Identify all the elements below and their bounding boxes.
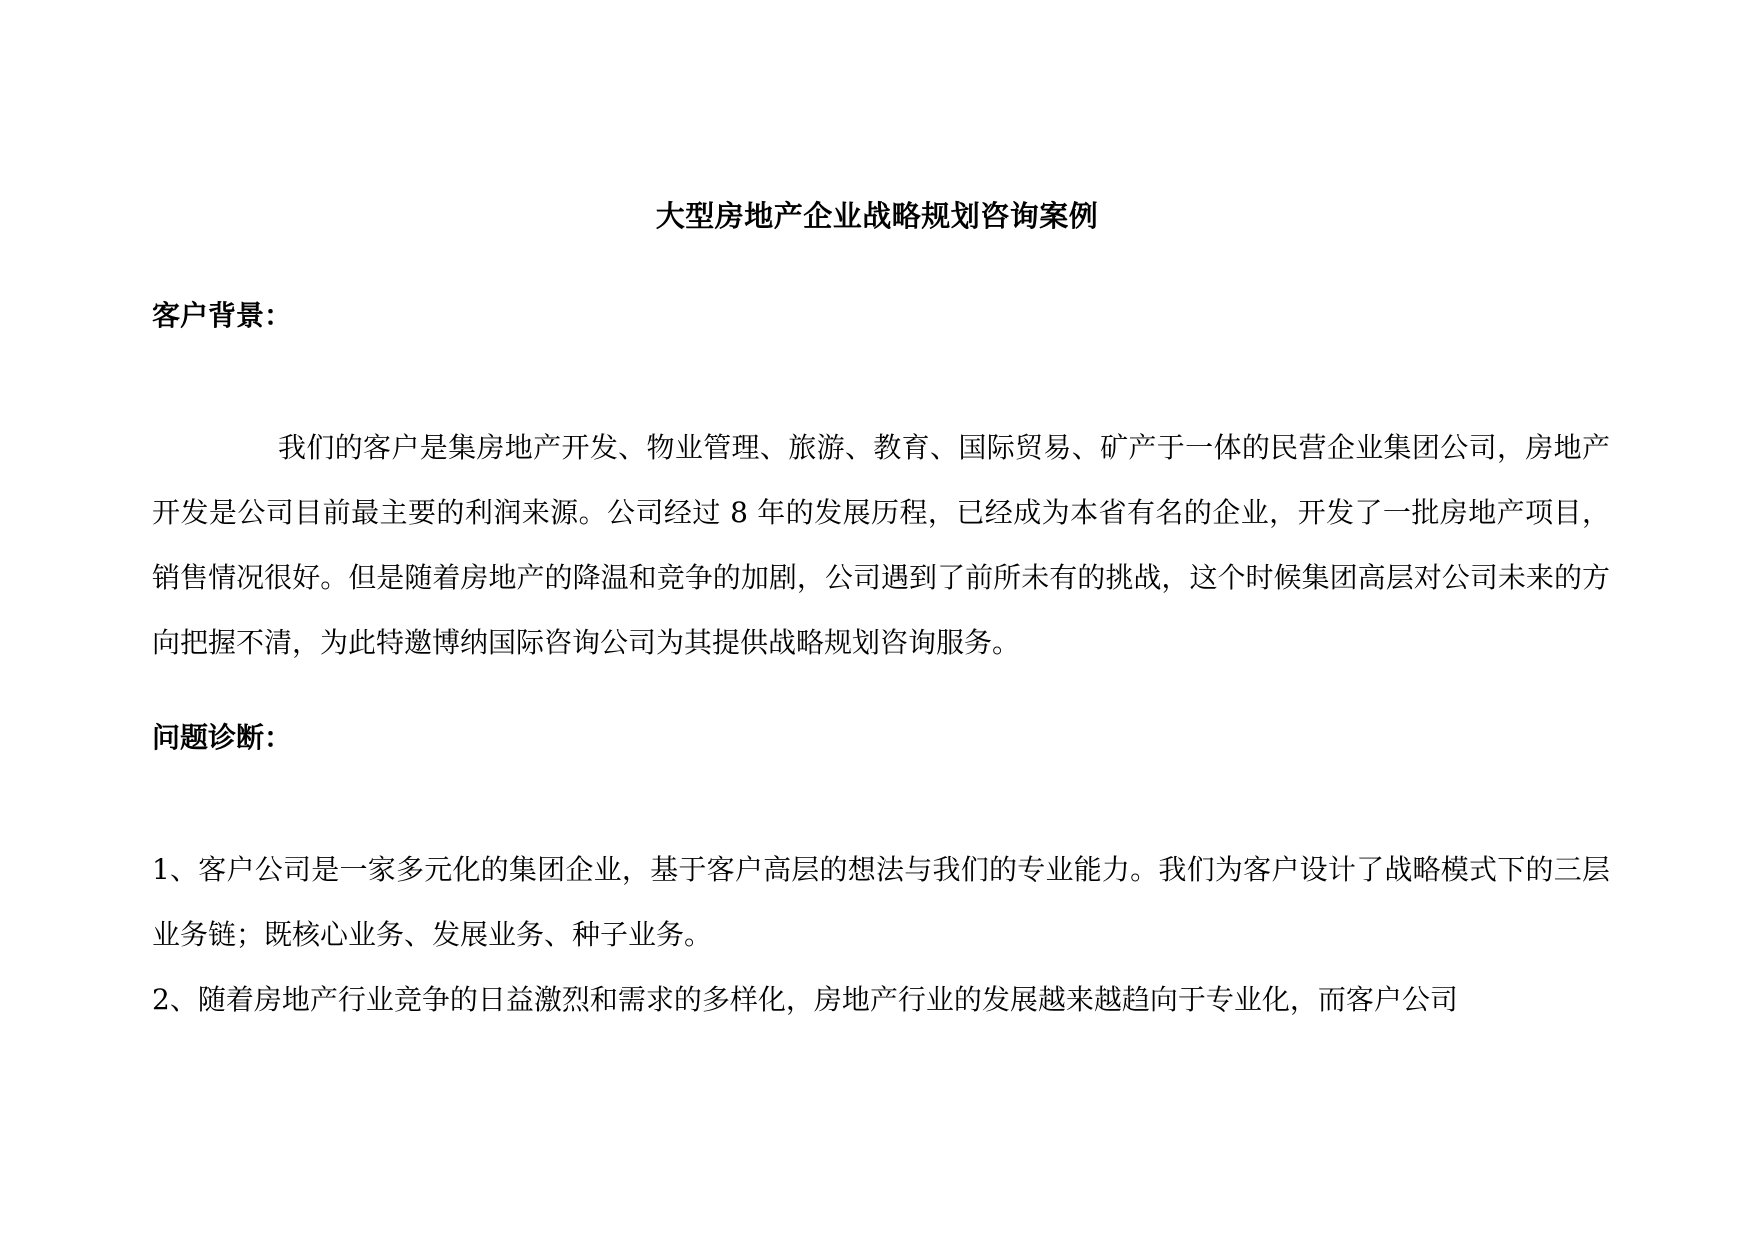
paragraph-diagnosis-item-1: 1、客户公司是一家多元化的集团企业，基于客户高层的想法与我们的专业能力。我们为客户设计了战略模式下的三层业务链；既核心业务、发展业务、种子业务。	[152, 853, 1610, 951]
section-heading-problem-diagnosis: 问题诊断：	[152, 721, 293, 754]
section-heading-client-background: 客户背景：	[152, 299, 293, 332]
paragraph-client-background: 我们的客户是集房地产开发、物业管理、旅游、教育、国际贸易、矿产于一体的民营企业集团公司，房地产开发是公司目前最主要的利润来源。公司经过 8 年的发展历程，已经成为本省有名的企业，开发了一批房地产项目，销售情况很好。但是随着房地产的降温和竞争的加剧，公司遇到了前所未有的挑战，这个时候集团高层对公司未来的方向把握不清，为此特邀博纳国际咨询公司为其提供战略规划咨询服务。	[152, 431, 1610, 659]
document-title: 大型房地产企业战略规划咨询案例	[655, 199, 1099, 233]
paragraph-diagnosis-item-2: 2、随着房地产行业竞争的日益激烈和需求的多样化，房地产行业的发展越来越趋向于专业化，而客户公司	[152, 983, 1458, 1016]
